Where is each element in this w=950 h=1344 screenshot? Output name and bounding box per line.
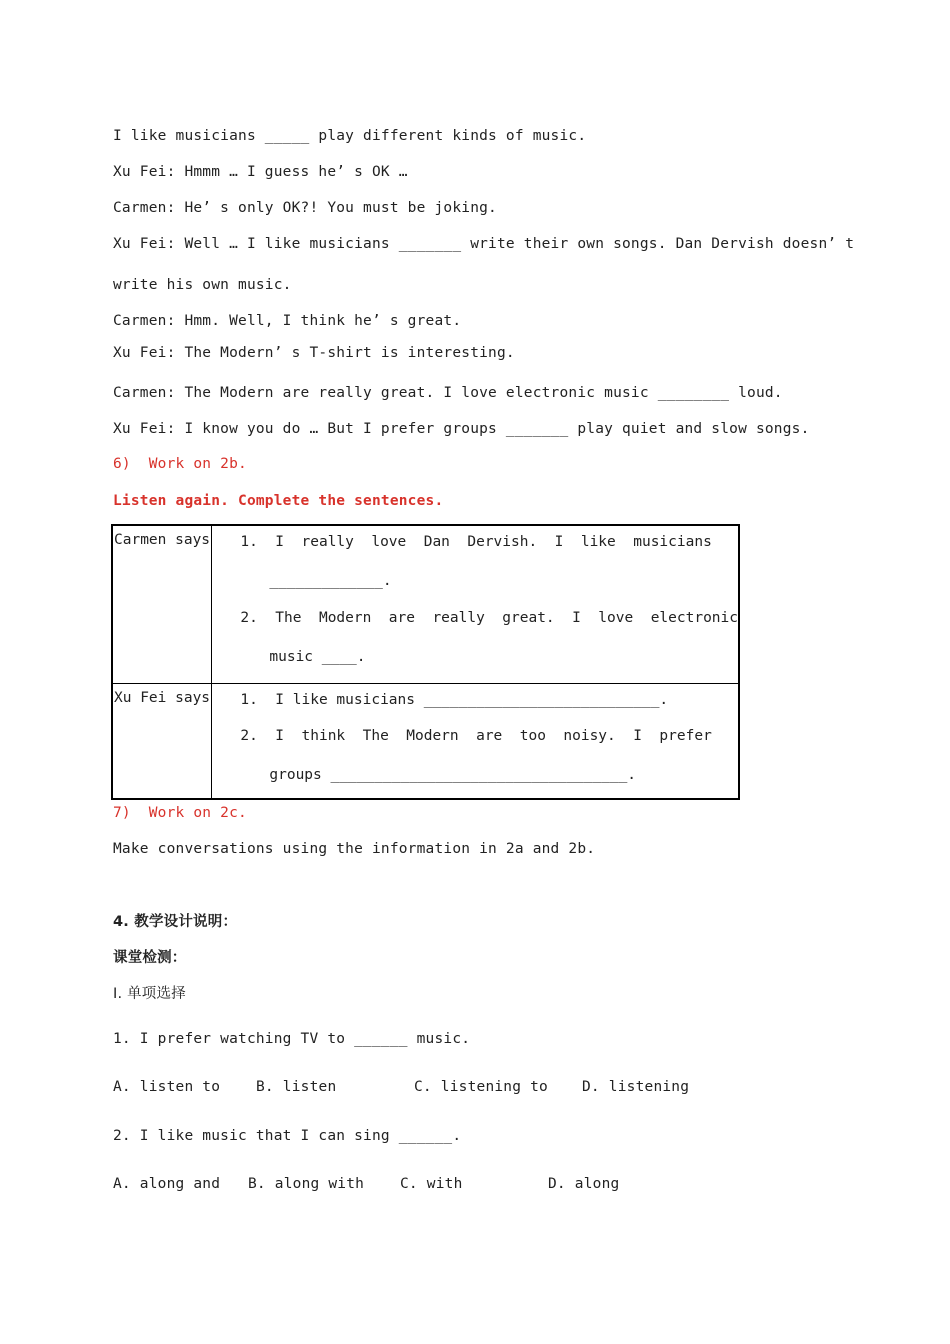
sentence-line: 2. The Modern are really great. I love electronic <box>240 610 738 626</box>
sentences-cell <box>212 525 739 683</box>
step-7-heading: 7) Work on 2c. <box>113 805 247 821</box>
option-a: A. listen to <box>113 1079 221 1095</box>
option-d: D. listening <box>582 1079 690 1095</box>
answer-blank: music ____. <box>269 649 366 665</box>
speaker-cell: Carmen says <box>112 525 212 683</box>
dialogue-line: Xu Fei: Well … I like musicians _______ write their own songs. Dan Dervish doesn’ t <box>113 236 855 252</box>
answer-blank: _____________. <box>269 573 392 589</box>
speaker-cell: Xu Fei says <box>112 683 212 799</box>
sentences-cell <box>212 683 739 799</box>
dialogue-line: Xu Fei: Hmmm … I guess he’ s OK … <box>113 164 408 180</box>
sentence-line: 2. I think The Modern are too noisy. I prefer <box>240 727 712 744</box>
question-stem: 1. I prefer watching TV to ______ music. <box>113 1031 471 1047</box>
dialogue-line: I like musicians _____ play different kinds of music. <box>113 128 587 144</box>
table-row <box>112 683 739 799</box>
dialogue-line: Carmen: He’ s only OK?! You must be joking. <box>113 200 497 216</box>
step-6-instruction: Listen again. Complete the sentences. <box>113 493 444 509</box>
table-row <box>112 525 739 683</box>
section-heading: 4. 教学设计说明： <box>113 914 238 930</box>
option-d: D. along <box>548 1176 620 1192</box>
step-6-heading: 6) Work on 2b. <box>113 456 247 472</box>
section-subheading: 课堂检测： <box>113 950 187 966</box>
option-c: C. listening to <box>414 1079 548 1095</box>
completion-table <box>111 524 740 800</box>
dialogue-line: Carmen: The Modern are really great. I love electronic music ________ loud. <box>113 385 783 401</box>
option-b: B. listen <box>256 1079 337 1095</box>
step-7-instruction: Make conversations using the information in 2a and 2b. <box>113 841 596 857</box>
dialogue-line: Xu Fei: The Modern’ s T-shirt is interesting. <box>113 345 515 361</box>
option-b: B. along with <box>248 1176 365 1192</box>
dialogue-line: Carmen: Hmm. Well, I think he’ s great. <box>113 313 462 329</box>
sentence-line: 1. I like musicians ___________________________. <box>240 691 669 708</box>
option-c: C. with <box>400 1176 463 1192</box>
dialogue-line: write his own music. <box>113 277 292 293</box>
dialogue-line: Xu Fei: I know you do … But I prefer groups _______ play quiet and slow songs. <box>113 421 810 437</box>
answer-blank: groups __________________________________. <box>269 766 637 783</box>
sentence-line: 1. I really love Dan Dervish. I like musicians <box>240 534 712 550</box>
question-stem: 2. I like music that I can sing ______. <box>113 1128 462 1144</box>
option-a: A. along and <box>113 1176 221 1192</box>
part-heading: Ⅰ. 单项选择 <box>113 986 186 1002</box>
